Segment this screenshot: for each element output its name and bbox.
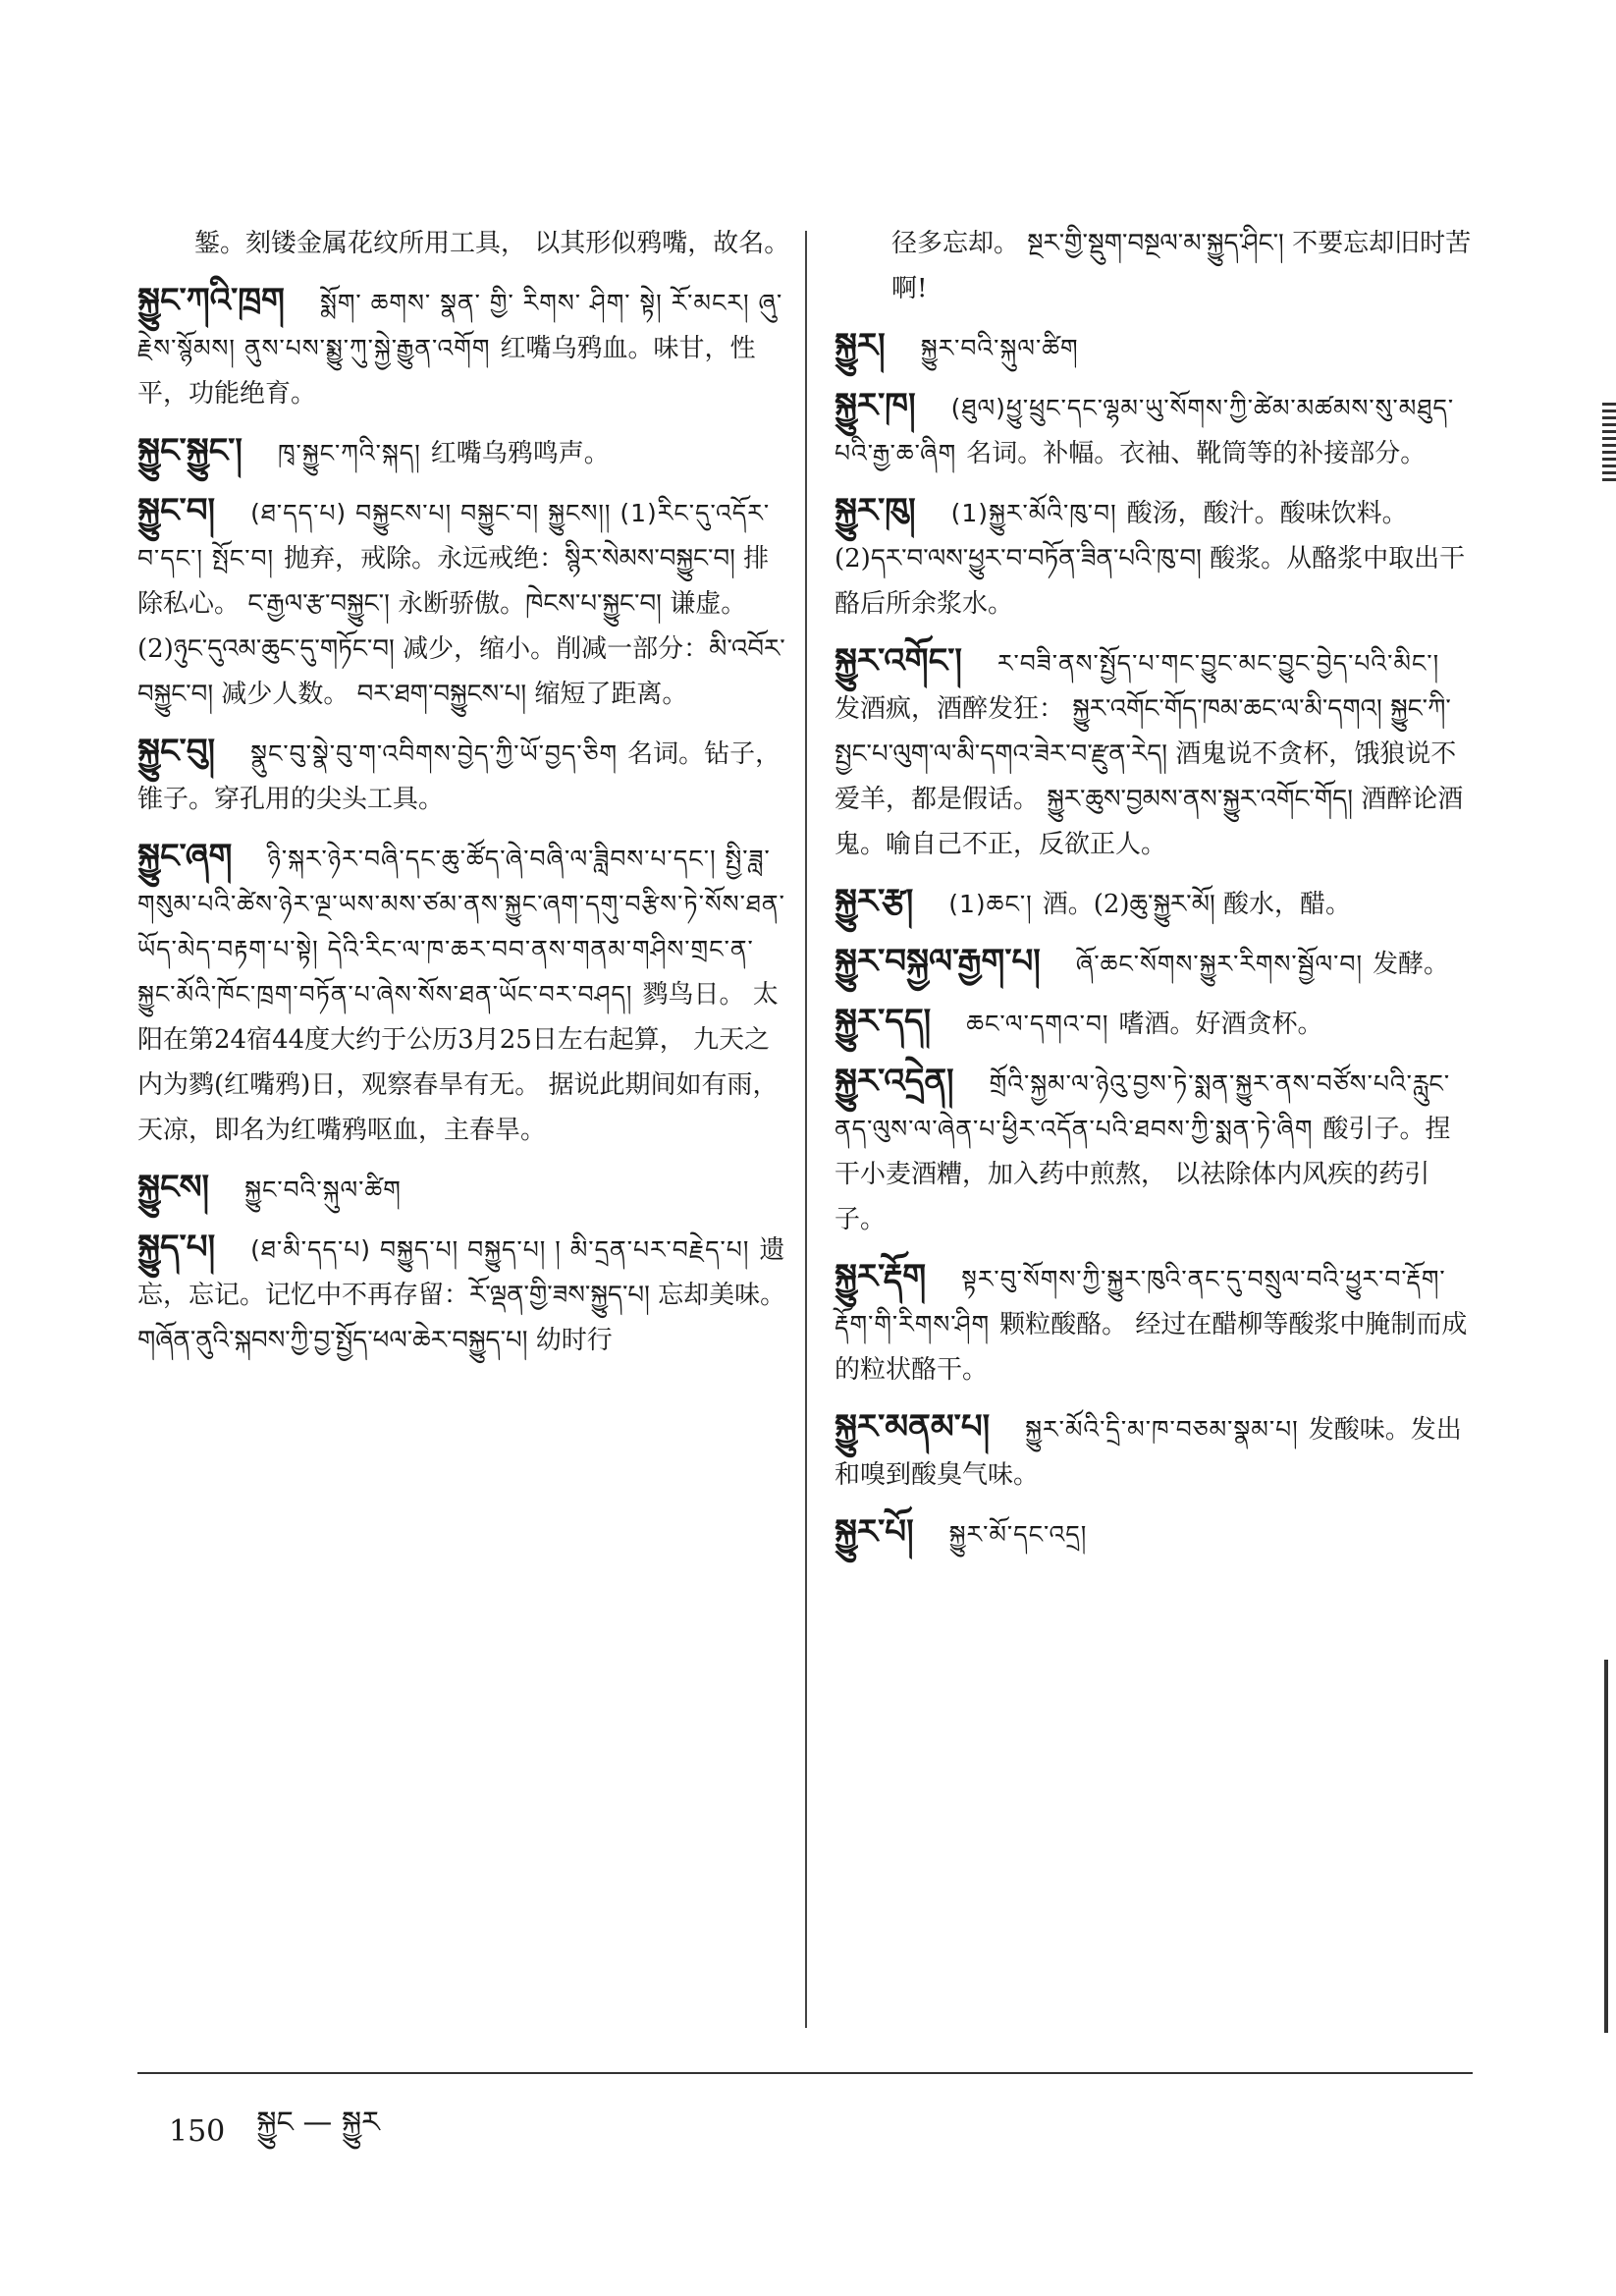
dictionary-entry bbox=[835, 1254, 1473, 1393]
dictionary-entry bbox=[835, 999, 1473, 1047]
headword: སྐྱུར་མནམ་པ། bbox=[835, 1407, 991, 1447]
column-divider bbox=[805, 231, 807, 2028]
dictionary-entry bbox=[835, 383, 1473, 476]
tibetan-definition: སྐྱུར་མོ་དང་འདྲ། bbox=[948, 1520, 1088, 1549]
edge-marks bbox=[1602, 403, 1616, 481]
tibetan-definition: (ཐ་དད་པ) བསྐྱུངས་པ། བསྐྱུང་བ། སྐྱུངས།། (1)རིང་དུ་འདོར་བ་དང་། སྤོང་བ། bbox=[137, 499, 771, 573]
tibetan-definition: སྐྱུར་བའི་སྐུལ་ཚིག bbox=[920, 334, 1079, 362]
tibetan-definition: (1)ཆང་། bbox=[948, 890, 1033, 918]
tibetan-definition: སྨོག་ ཆགས་ སྣན་ གྱི་ རིགས་ ཤིག་ སྟེ། རོ་མངར། ཞུ་རྗེས་སྙོམས། ནུས་པས་སྨྱུ་ཀུ་སྐྱེ་རྒྱུན་འགོག bbox=[137, 289, 783, 362]
headword: སྐྱུར་རྩ། bbox=[835, 882, 914, 921]
dictionary-entry bbox=[835, 488, 1473, 627]
chinese-definition: 嗜酒。好酒贪杯。 bbox=[1118, 1010, 1323, 1039]
headword: སྐྱུངས། bbox=[137, 1168, 210, 1207]
chinese-definition: 发酵。 bbox=[1373, 950, 1450, 979]
tibetan-definition: སྣུང་བུ་སྣེ་བུ་ག་འབིགས་བྱེད་ཀྱི་ཡོ་བྱད་ཅིག bbox=[250, 739, 619, 768]
dictionary-entry bbox=[137, 428, 790, 476]
headword: སྐྱུང་སྐྱུང་། bbox=[137, 431, 242, 470]
tibetan-definition: སྟར་བུ་སོགས་ཀྱི་སྐྱུར་ཁུའི་ནང་དུ་བསྲུལ་བའི་ཕྱུར་བ་རྡོག་རྡོག་གི་རིགས་ཤིག bbox=[835, 1265, 1446, 1339]
headword: སྐྱུར་རྡོག bbox=[835, 1257, 927, 1296]
dictionary-entry bbox=[137, 729, 790, 822]
continuation-text: 錾。刻镂金属花纹所用工具， 以其形似鸦嘴，故名。 bbox=[194, 229, 790, 258]
tibetan-definition: ར་བཟི་ནས་སྤྱོད་པ་གང་བྱུང་མང་བྱུང་བྱེད་པའི་མིང་། bbox=[997, 649, 1440, 678]
chinese-definition: 抛弃，戒除。永远戒绝：སྙིར་སེམས་བསྐྱུང་བ། 排除私心。 ང་རྒྱལ་རྩ་བསྐྱུང་། 永断骄傲。ཁེངས་པ་སྐྱུང་བ། 谦虚。 (2)ཉུང་དུའམ་ཆུང་དུ་གཏོང་བ། 减少，缩小。削减一部分：མི་འབོར་བསྐྱུང་བ། 减少人数。 བར་ཐག་བསྐྱུངས་པ། 缩短了距离。 bbox=[137, 544, 785, 709]
dictionary-entry bbox=[835, 323, 1473, 371]
dictionary-entry bbox=[835, 638, 1473, 867]
chinese-definition: 名词。钻子，锥子。穿孔用的尖头工具。 bbox=[137, 739, 781, 814]
chinese-definition: 红嘴乌鸦血。味甘，性平，功能绝育。 bbox=[137, 334, 756, 409]
chinese-definition: 名词。补幅。衣袖、靴筒等的补接部分。 bbox=[966, 439, 1427, 468]
left-column bbox=[137, 221, 790, 1375]
chinese-definition: 发酒疯，酒醉发狂： སྐྱུར་འགོང་གོད་ཁམ་ཆང་ལ་མི་དགའ། སྐྱུང་ཀི་སྤྱང་པ་ལུག་ལ་མི་དགའ་ཟེར་བ་རྫུན་རེད། 酒鬼说不贪杯，饿狼说不爱羊，都是假话。 སྐྱུར་ཆུས་བྱམས་ནས་སྐྱུར་འགོང་གོད། 酒醉论酒鬼。喻自己不正，反欲正人。 bbox=[835, 694, 1464, 859]
page-number: 150 bbox=[169, 2113, 226, 2149]
headword: སྐྱུད་པ། bbox=[137, 1228, 216, 1267]
tibetan-definition: སྐྱུང་བའི་སྐུལ་ཚིག bbox=[244, 1175, 402, 1204]
headword: སྐྱུར་ཁུ། bbox=[835, 491, 916, 530]
tibetan-definition: ཞོ་ཆང་སོགས་སྐྱུར་རིགས་སྦྱོལ་བ། bbox=[1075, 950, 1364, 978]
tibetan-definition: ཆང་ལ་དགའ་བ། bbox=[966, 1010, 1109, 1038]
dictionary-entry bbox=[835, 1404, 1473, 1498]
headword: སྐྱུར་འདྲེན། bbox=[835, 1062, 954, 1101]
headword: སྐྱུང་བུ། bbox=[137, 732, 216, 771]
headword: སྐྱུར་བསྐྱལ་རྒྱག་པ། bbox=[835, 942, 1041, 981]
tibetan-definition: (ཐ་མི་དད་པ) བསྐྱུད་པ། བསྐྱུད་པ། ། མི་དྲན་པར་བརྗེད་པ། bbox=[250, 1235, 750, 1264]
dictionary-entry bbox=[835, 1059, 1473, 1242]
dictionary-entry bbox=[835, 879, 1473, 927]
tibetan-definition: (1)སྐྱུར་མོའི་ཁུ་བ། bbox=[950, 499, 1117, 527]
chinese-definition: 发酸味。发出和嗅到酸臭气味。 bbox=[835, 1415, 1462, 1490]
chinese-definition: 红嘴乌鸦鸣声。 bbox=[430, 439, 610, 468]
headword: སྐྱུང་ཞག bbox=[137, 837, 233, 876]
headword: སྐྱུར། bbox=[835, 326, 886, 365]
chinese-definition: 酸引子。捏干小麦酒糟，加入药中煎熬， 以祛除体内风疾的药引子。 bbox=[835, 1115, 1451, 1234]
chinese-definition: 遗忘，忘记。记忆中不再存留：རོ་ལྡན་གྱི་ཟས་སྐྱུད་པ། 忘却美味。 གཞོན་ནུའི་སྐབས་ཀྱི་བྱ་སྤྱོད་ཕལ་ཆེར་བསྐྱུད་པ། 幼时行 bbox=[137, 1235, 786, 1355]
edge-bar bbox=[1604, 1660, 1608, 2033]
dictionary-entry bbox=[137, 834, 790, 1153]
chinese-definition: 颗粒酸酪。 经过在醋柳等酸浆中腌制而成的粒状酪干。 bbox=[835, 1310, 1468, 1385]
tibetan-definition: ཉི་སྐར་ཉེར་བཞི་དང་ཆུ་ཚོད་ཞེ་བཞི་ལ་ཟླིབས་པ་དང་། སྤྱི་ཟླ་གསུམ་པའི་ཚེས་ཉེར་ལྔ་ཡས་མས་ཙམ་ནས་སྐྱུང་ཞག་དགུ་བརྩིས་ཏེ་སོས་ཐན་ཡོད་མེད་བརྟག་པ་སྟེ། དེའི་རིང་ལ་ཁ་ཆར་བབ་ནས་གནམ་གཤིས་གྲང་ན་སྐྱུང་མོའི་ཁོང་ཁྲག་བཏོན་པ་ཞེས་སོས་ཐན་ཡོང་བར་བཤད། bbox=[137, 845, 785, 1009]
tibetan-definition: (ཐུལ)ཕྱུ་ཕྲུང་དང་ལྷམ་ཡུ་སོགས་ཀྱི་ཚེམ་མཚམས་སུ་མཐུད་པའི་རྒྱ་ཆ་ཞིག bbox=[835, 394, 1455, 467]
dictionary-entry bbox=[835, 1509, 1473, 1558]
page-footer bbox=[169, 2090, 380, 2172]
headword: སྐྱུང་ཀའི་ཁྲག bbox=[137, 281, 285, 320]
chinese-definition: 鹨鸟日。 太阳在第24宿44度大约于公历3月25日左右起算， 九天之内为鹨(红嘴鸦)日，观察春旱有无。 据说此期间如有雨，天凉，即名为红嘴鸦呕血，主春旱。 bbox=[137, 980, 779, 1145]
dictionary-entry bbox=[835, 939, 1473, 987]
continuation-text: 径多忘却。 སྔར་གྱི་སྡུག་བསྔལ་མ་སྐྱུད་ཤིང་། 不要忘却旧时苦啊! bbox=[891, 229, 1472, 303]
tibetan-definition: སྐྱུར་མོའི་དྲི་མ་ཁ་བཅམ་སྣམ་པ། bbox=[1025, 1415, 1299, 1444]
headword: སྐྱུང་བ། bbox=[137, 491, 216, 530]
dictionary-entry bbox=[137, 278, 790, 416]
dictionary-entry bbox=[137, 1165, 790, 1213]
headword: སྐྱུར་འགོང་། bbox=[835, 641, 962, 681]
dictionary-entry bbox=[137, 1225, 790, 1363]
page-range: སྐྱུང — སྐྱུར bbox=[256, 2105, 380, 2140]
headword: སྐྱུར་དད། bbox=[835, 1002, 932, 1041]
headword: སྐྱུར་ཁ། bbox=[835, 386, 916, 425]
dictionary-entry bbox=[137, 488, 790, 717]
footer-rule bbox=[137, 2072, 1473, 2074]
chinese-definition: 酸汤，酸汁。酸味饮料。(2)དར་བ་ལས་ཕྱུར་བ་བཏོན་ཟིན་པའི་ཁུ་བ། 酸浆。从酪浆中取出干酪后所余浆水。 bbox=[835, 499, 1466, 619]
tibetan-definition: ཁྭ་སྐྱུང་ཀའི་སྐད། bbox=[277, 439, 421, 467]
right-column bbox=[835, 221, 1473, 1569]
tibetan-definition: གྲོའི་སྐྱམ་ལ་ཉེའུ་བྱས་ཏེ་སྨན་སྐྱུར་ནས་བཙོས་པའི་རླུང་ནད་ལུས་ལ་ཞེན་པ་ཕྱིར་འདོན་པའི་ཐབས་ཀྱི་སྨན་ཏེ་ཞིག bbox=[835, 1069, 1451, 1143]
headword: སྐྱུར་པོ། bbox=[835, 1512, 914, 1552]
chinese-definition: 酒。(2)ཆུ་སྐྱུར་མོ། 酸水，醋。 bbox=[1042, 890, 1352, 919]
